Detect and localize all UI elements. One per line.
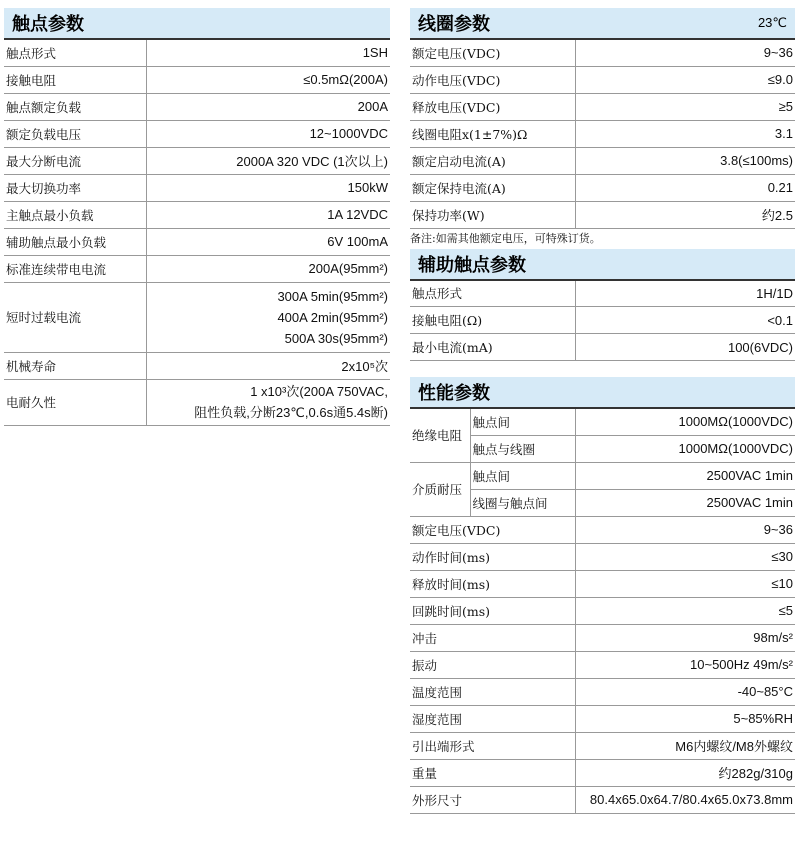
row-label: 最大分断电流 — [4, 147, 146, 174]
table-row — [4, 120, 390, 147]
row-value: 9~36 — [575, 39, 795, 66]
row-value: 3.8(≤100ms) — [575, 147, 795, 174]
row-value: 9~36 — [575, 516, 795, 543]
row-label: 触点间 — [470, 462, 575, 489]
table-row — [410, 786, 795, 813]
value-line: 1 x10³次(200A 750VAC, — [250, 384, 388, 399]
table-row — [4, 282, 390, 352]
row-value: 2500VAC 1min — [575, 462, 795, 489]
row-label: 接触电阻 — [4, 66, 146, 93]
row-label: 触点与线圈 — [470, 435, 575, 462]
row-label: 释放电压(VDC) — [410, 93, 575, 120]
table-row — [410, 334, 795, 361]
table-row — [4, 147, 390, 174]
table-row — [4, 379, 390, 425]
table-row — [4, 255, 390, 282]
row-label: 线圈与触点间 — [470, 489, 575, 516]
row-label: 机械寿命 — [4, 352, 146, 379]
table-row — [410, 66, 795, 93]
row-value: 1A 12VDC — [146, 201, 390, 228]
performance-section-header — [410, 377, 795, 407]
row-label: 触点间 — [470, 408, 575, 435]
row-value: ≤9.0 — [575, 66, 795, 93]
row-label: 标准连续带电电流 — [4, 255, 146, 282]
table-row — [410, 543, 795, 570]
row-value: ≤0.5mΩ(200A) — [146, 66, 390, 93]
row-label: 回跳时间(ms) — [410, 597, 575, 624]
table-row — [4, 93, 390, 120]
row-value: 3.1 — [575, 120, 795, 147]
table-row — [410, 147, 795, 174]
row-value — [146, 282, 390, 352]
table-row — [410, 39, 795, 66]
row-value: -40~85°C — [575, 678, 795, 705]
row-label: 额定电压(VDC) — [410, 39, 575, 66]
value-line: 阻性负载,分断23℃,0.6s通5.4s断) — [194, 405, 388, 420]
table-row — [410, 280, 795, 307]
row-value: 2500VAC 1min — [575, 489, 795, 516]
row-label: 最小电流(mA) — [410, 334, 575, 361]
row-value: 80.4x65.0x64.7/80.4x65.0x73.8mm — [575, 786, 795, 813]
row-value: 6V 100mA — [146, 228, 390, 255]
table-row — [410, 93, 795, 120]
table-row — [410, 732, 795, 759]
row-label: 触点形式 — [410, 280, 575, 307]
row-label: 接触电阻(Ω) — [410, 307, 575, 334]
row-value: 1000MΩ(1000VDC) — [575, 435, 795, 462]
row-label: 冲击 — [410, 624, 575, 651]
row-label: 湿度范围 — [410, 705, 575, 732]
contact-section-title: 触点参数 — [12, 14, 84, 34]
value-line: 400A 2min(95mm²) — [277, 309, 388, 325]
row-value: 1000MΩ(1000VDC) — [575, 408, 795, 435]
table-row — [4, 228, 390, 255]
table-row — [410, 516, 795, 543]
value-line: 500A 30s(95mm²) — [284, 330, 388, 346]
row-value: ≥5 — [575, 93, 795, 120]
row-value: 150kW — [146, 174, 390, 201]
aux-section-title: 辅助触点参数 — [418, 254, 526, 275]
table-row — [410, 651, 795, 678]
row-label: 重量 — [410, 759, 575, 786]
contact-parameters-section — [4, 8, 390, 426]
row-value: M6内螺纹/M8外螺纹 — [575, 732, 795, 759]
row-value: <0.1 — [575, 307, 795, 334]
coil-temperature: 23℃ — [757, 15, 787, 30]
aux-section-header — [410, 249, 795, 279]
table-row — [410, 705, 795, 732]
table-row — [4, 39, 390, 66]
row-value: 10~500Hz 49m/s² — [575, 651, 795, 678]
row-label: 引出端形式 — [410, 732, 575, 759]
coil-table — [410, 38, 795, 229]
row-value: 2x10⁵次 — [146, 352, 390, 379]
contact-table — [4, 38, 390, 426]
row-label: 主触点最小负载 — [4, 201, 146, 228]
table-row — [410, 174, 795, 201]
row-value: 12~1000VDC — [146, 120, 390, 147]
right-column — [410, 8, 795, 814]
table-row — [410, 624, 795, 651]
value-line: 300A 5min(95mm²) — [277, 288, 388, 304]
row-label: 触点形式 — [4, 39, 146, 66]
row-value: 2000A 320 VDC (1次以上) — [146, 147, 390, 174]
row-label: 线圈电阻x(1±7%)Ω — [410, 120, 575, 147]
contact-section-header — [4, 8, 390, 38]
table-row — [4, 66, 390, 93]
row-label: 温度范围 — [410, 678, 575, 705]
row-value: 5~85%RH — [575, 705, 795, 732]
row-label: 短时过载电流 — [4, 282, 146, 352]
table-row — [4, 201, 390, 228]
row-value: 1SH — [146, 39, 390, 66]
table-row — [410, 120, 795, 147]
row-label: 动作时间(ms) — [410, 543, 575, 570]
table-row — [410, 307, 795, 334]
row-value — [146, 379, 390, 425]
row-value: 200A — [146, 93, 390, 120]
performance-table — [410, 407, 795, 814]
table-row — [410, 597, 795, 624]
row-value: 200A(95mm²) — [146, 255, 390, 282]
row-label: 电耐久性 — [4, 379, 146, 425]
row-value: 约2.5 — [575, 201, 795, 228]
aux-table — [410, 279, 795, 362]
performance-section-title: 性能参数 — [418, 383, 490, 403]
row-value: ≤5 — [575, 597, 795, 624]
table-row — [410, 201, 795, 228]
row-value: ≤10 — [575, 570, 795, 597]
row-label: 额定负载电压 — [4, 120, 146, 147]
row-label: 动作电压(VDC) — [410, 66, 575, 93]
row-value: 约282g/310g — [575, 759, 795, 786]
row-label: 最大切换功率 — [4, 174, 146, 201]
row-value: 1H/1D — [575, 280, 795, 307]
row-label: 外形尺寸 — [410, 786, 575, 813]
group-label: 绝缘电阻 — [410, 408, 470, 462]
coil-section-header — [410, 8, 795, 38]
table-row — [4, 174, 390, 201]
row-value: 98m/s² — [575, 624, 795, 651]
row-label: 额定保持电流(A) — [410, 174, 575, 201]
row-label: 辅助触点最小负载 — [4, 228, 146, 255]
table-row — [410, 462, 795, 489]
row-value: 0.21 — [575, 174, 795, 201]
coil-section-title: 线圈参数 — [418, 14, 490, 34]
table-row — [410, 678, 795, 705]
row-label: 振动 — [410, 651, 575, 678]
table-row — [410, 570, 795, 597]
table-row — [410, 759, 795, 786]
row-value: ≤30 — [575, 543, 795, 570]
table-row — [4, 352, 390, 379]
row-label: 保持功率(W) — [410, 201, 575, 228]
row-label: 触点额定负载 — [4, 93, 146, 120]
row-label: 释放时间(ms) — [410, 570, 575, 597]
row-label: 额定电压(VDC) — [410, 516, 575, 543]
row-label: 额定启动电流(A) — [410, 147, 575, 174]
table-row — [410, 408, 795, 435]
row-value: 100(6VDC) — [575, 334, 795, 361]
group-label: 介质耐压 — [410, 462, 470, 516]
coil-note: 备注:如需其他额定电压，可特殊订货。 — [410, 231, 601, 245]
